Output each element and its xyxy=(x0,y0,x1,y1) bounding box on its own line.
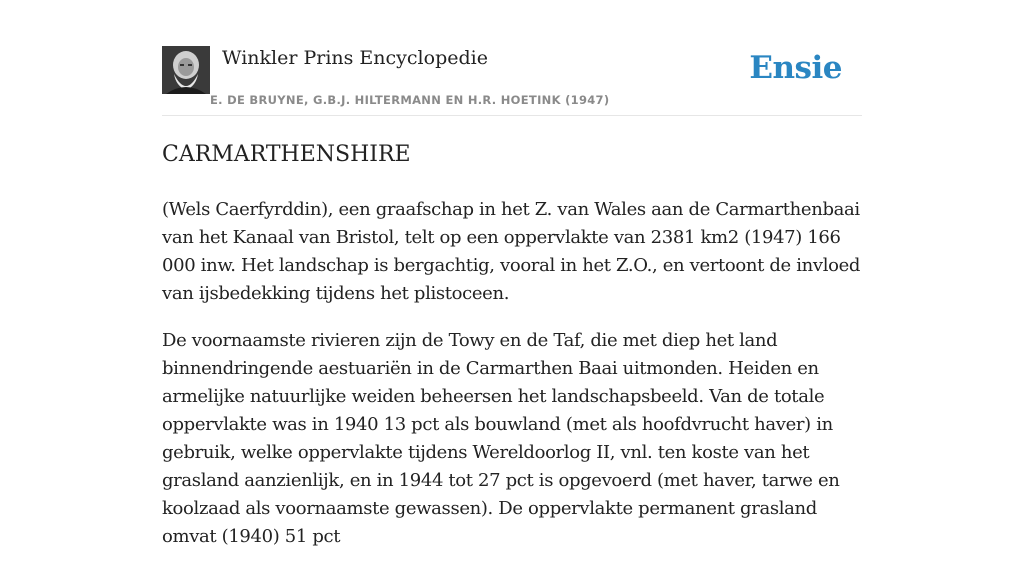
paragraph-2: De voornaamste rivieren zijn de Towy en de Taf, die met diep het land binnendringende aestuariën in de Carmarthen Baai uitmonden. Heiden en armelijke natuurlijke weiden beheersen het landschapsbeeld. Van de totale oppervlakte was in 1940 13 pct als bouwland (met als hoofdvrucht haver) in gebruik, welke oppervlakte tijdens Wereldoorlog II, vnl. ten koste van het grasland aanzienlijk, en in 1944 tot 27 pct is opgevoerd (met haver, tarwe en koolzaad als voornaamste gewassen). De oppervlakte permanent grasland omvat (1940) 51 pct xyxy=(162,330,840,547)
paragraph-1: (Wels Caerfyrddin), een graafschap in het Z. van Wales aan de Carmarthenbaai van het Kanaal van Bristol, telt op een oppervlakte van 2381 km2 (1947) 166 000 inw. Het landschap is bergachtig, vooral in het Z.O., en vertoont de invloed van ijsbedekking tijdens het plistoceen. xyxy=(162,199,861,304)
source-header xyxy=(162,46,862,116)
source-authors: E. DE BRUYNE, G.B.J. HILTERMANN EN H.R. HOETINK (1947) xyxy=(210,93,610,107)
article xyxy=(162,140,862,570)
entry-title: CARMARTHENSHIRE xyxy=(162,142,411,167)
author-portrait-icon[interactable] xyxy=(162,46,210,94)
source-title[interactable]: Winkler Prins Encyclopedie xyxy=(222,47,488,69)
ensie-logo-link[interactable]: Ensie xyxy=(749,50,842,86)
